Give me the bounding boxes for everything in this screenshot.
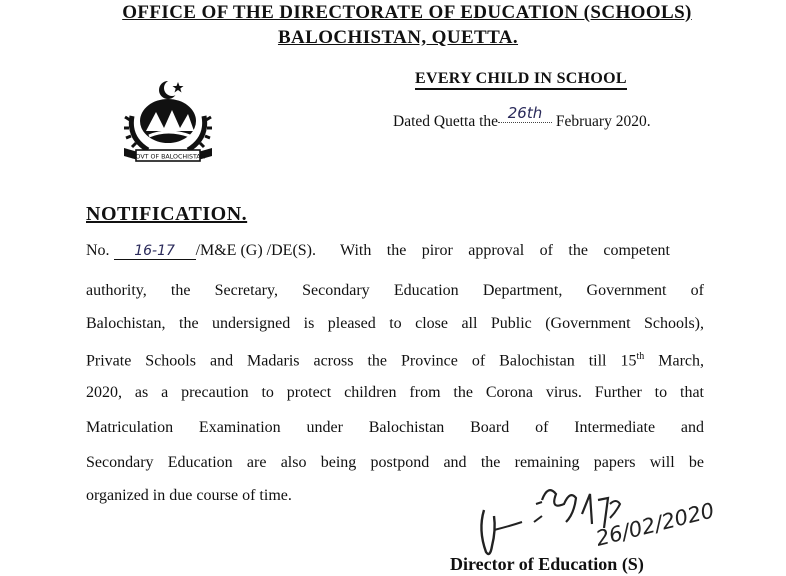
dated-day-handwritten: 26th	[498, 104, 552, 123]
dated-prefix: Dated Quetta the	[393, 113, 499, 130]
body-line-4	[86, 347, 704, 371]
body-line-5: 2020, as a precaution to protect children from the Corona virus. Further to that	[86, 384, 704, 401]
body-line-8: organized in due course of time.	[86, 487, 292, 504]
government-seal-logo	[118, 76, 218, 166]
body-line-3: Balochistan, the undersigned is pleased to close all Public (Government Schools),	[86, 315, 704, 332]
seal-ribbon-text: GOVT OF BALOCHISTAN	[130, 153, 206, 161]
body-line-7: Secondary Education are also being postpond and the remaining papers will be	[86, 454, 704, 471]
dated-line	[393, 104, 651, 131]
handwritten-signature	[470, 470, 730, 560]
signatory-title: Director of Education (S)	[450, 554, 644, 574]
ref-prefix: No.	[86, 242, 110, 259]
office-location: BALOCHISTAN, QUETTA.	[277, 27, 519, 48]
reference-line	[86, 242, 670, 260]
body-line-2: authority, the Secretary, Secondary Education Department, Government of	[86, 282, 704, 299]
office-header: OFFICE OF THE DIRECTORATE OF EDUCATION (SCHOOLS)	[122, 2, 692, 23]
body-line-6: Matriculation Examination under Balochistan Board of Intermediate and	[86, 419, 704, 436]
body-line-4-pre: Private Schools and Madaris across the Province of Balochistan till 15	[86, 352, 637, 370]
body-line-4-post: March,	[644, 352, 704, 370]
ref-number-handwritten: 16-17	[114, 243, 196, 260]
body-line-1: With the piror approval of the competent	[340, 242, 670, 259]
slogan: EVERY CHILD IN SCHOOL	[415, 70, 627, 90]
signature-date: 26/02/2020	[593, 498, 717, 551]
notification-title: NOTIFICATION.	[86, 203, 248, 225]
ref-suffix: /M&E (G) /DE(S).	[195, 242, 316, 259]
dated-suffix: February 2020.	[555, 113, 651, 130]
body-line-4-sup: th	[636, 351, 645, 362]
